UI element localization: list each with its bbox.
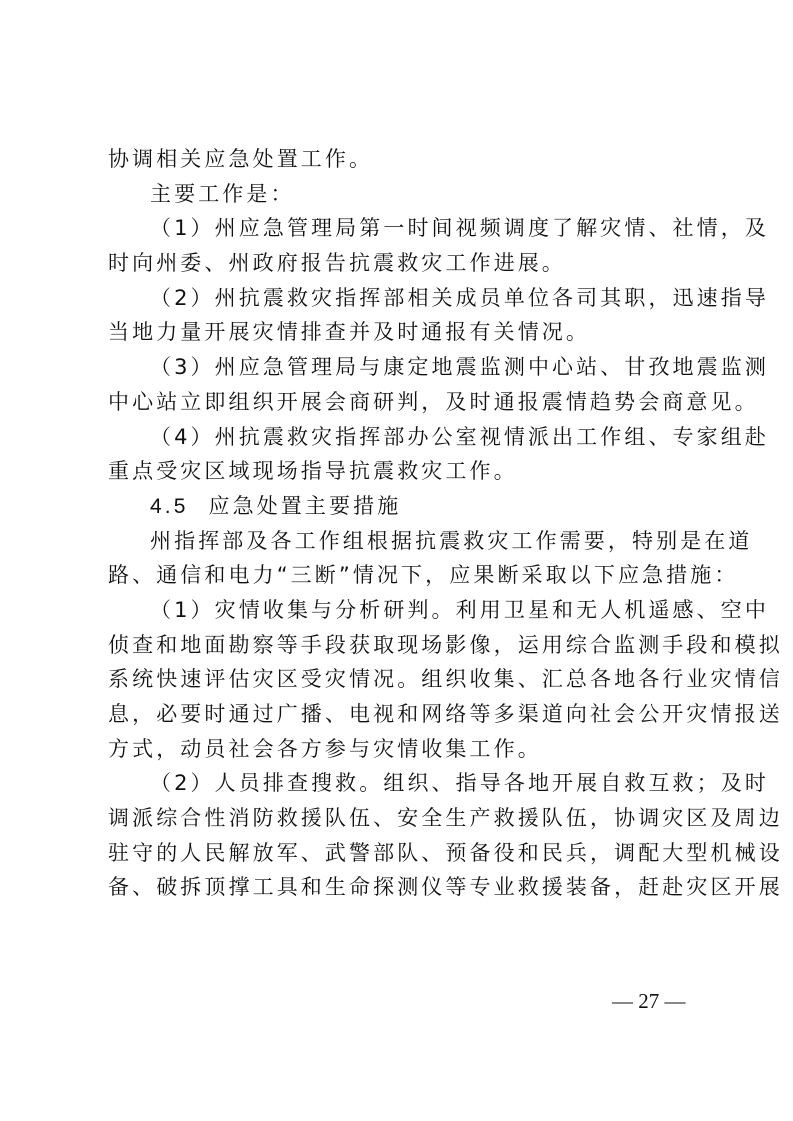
- text-line: 中心站立即组织开展会商研判，及时通报震情趋势会商意见。: [108, 389, 759, 414]
- text-line: 州指挥部及各工作组根据抗震救灾工作需要，特别是在道: [150, 528, 753, 553]
- text-line: （1）灾情收集与分析研判。利用卫星和无人机遥感、空中: [150, 597, 769, 622]
- text-line: （3）州应急管理局与康定地震监测中心站、甘孜地震监测: [150, 355, 769, 380]
- text-line: 协调相关应急处置工作。: [108, 147, 374, 171]
- text-line: 重点受灾区域现场指导抗震救灾工作。: [108, 459, 518, 484]
- text-line: 侦查和地面勘察等手段获取现场影像，运用综合监测手段和模拟: [108, 632, 783, 657]
- section-title: 应急处置主要措施: [208, 493, 402, 518]
- document-body: [108, 144, 783, 907]
- text-line: 当地力量开展灾情排查并及时通报有关情况。: [108, 320, 590, 345]
- text-line: 方式，动员社会各方参与灾情收集工作。: [108, 736, 542, 761]
- text-line: 时向州委、州政府报告抗震救灾工作进展。: [108, 251, 566, 276]
- section-heading: [108, 491, 694, 521]
- text-line: （2）人员排查搜救。组织、指导各地开展自救互救；及时: [150, 771, 769, 796]
- section-number: 4.5: [150, 494, 189, 518]
- text-line: 备、破拆顶撑工具和生命探测仪等专业救援装备，赶赴灾区开展: [108, 875, 783, 900]
- text-line: （2）州抗震救灾指挥部相关成员单位各司其职，迅速指导: [150, 285, 769, 310]
- text-line: （1）州应急管理局第一时间视频调度了解灾情、社情，及: [150, 216, 769, 241]
- text-line: 息，必要时通过广播、电视和网络等多渠道向社会公开灾情报送: [108, 702, 783, 726]
- text-line: （4）州抗震救灾指挥部办公室视情派出工作组、专家组赴: [150, 424, 769, 449]
- text-line: 系统快速评估灾区受灾情况。组织收集、汇总各地各行业灾情信: [108, 667, 783, 692]
- page-number: — 27 —: [612, 989, 686, 1013]
- text-line: 调派综合性消防救援队伍、安全生产救援队伍，协调灾区及周边: [108, 806, 783, 831]
- text-line: 路、通信和电力“三断”情况下，应果断采取以下应急措施：: [108, 563, 739, 588]
- text-line: 驻守的人民解放军、武警部队、预备役和民兵，调配大型机械设: [108, 840, 783, 865]
- text-line: 主要工作是：: [150, 181, 295, 206]
